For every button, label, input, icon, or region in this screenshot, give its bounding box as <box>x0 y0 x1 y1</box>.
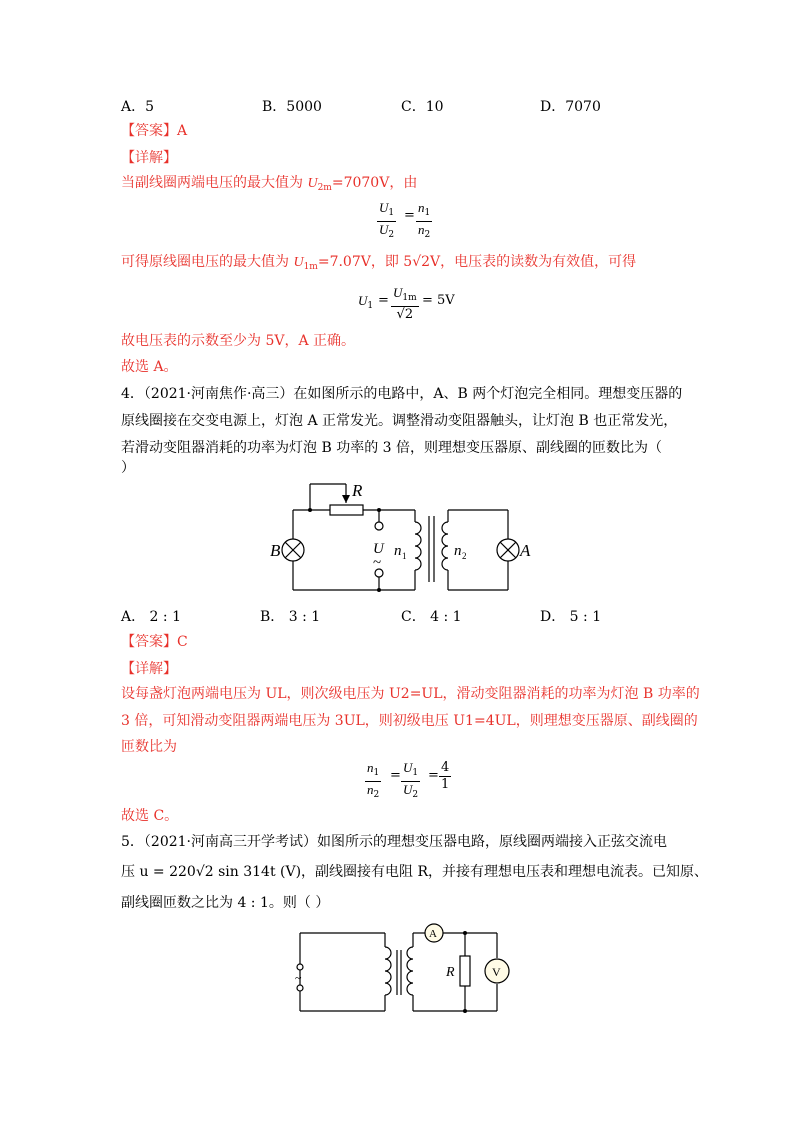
q3-option-a: A．5 <box>121 99 155 115</box>
q4-circuit-label-r: R <box>352 481 363 500</box>
q4-ratio-equals-1: = <box>390 768 401 783</box>
q5-stem-line1: 5．（2021·河南高三开学考试）如图所示的理想变压器电路，原线圈两端接入正弦交流电 <box>121 834 667 850</box>
q4-detail-line3: 匝数比为 <box>121 739 177 755</box>
q5-circuit-voltmeter-label: V <box>492 965 501 979</box>
q4-detail-label: 【详解】 <box>121 661 177 677</box>
q4-circuit-label-b: B <box>270 541 281 560</box>
q4-circuit-label-tilde: ~ <box>373 555 382 571</box>
q4-option-c: C． 4 : 1 <box>401 609 462 625</box>
q4-stem-line1: 4．（2021·河南焦作·高三）在如图所示的电路中，A、B 两个灯泡完全相同。理想变压器的 <box>121 386 683 402</box>
q3-ratio-left: $\frac{U_1}{U_2}$ <box>379 200 395 240</box>
q3-detail-line1: 当副线圈两端电压的最大值为 $U_{2m}=7070V$，由 <box>121 175 418 193</box>
q3-rms-equals: = <box>378 293 389 308</box>
q5-circuit-diagram <box>285 915 515 1025</box>
q4-option-d: D． 5 : 1 <box>540 609 602 625</box>
q4-option-b: B． 3 : 1 <box>260 609 321 625</box>
q4-circuit-label-n1-sub: 1 <box>402 551 407 561</box>
q3-detail-label: 【详解】 <box>121 150 177 166</box>
q4-circuit-label-u: U <box>373 541 384 557</box>
q3-rms-rhs: = 5V <box>422 293 455 308</box>
q4-circuit-label-n2: n <box>454 543 462 559</box>
q3-option-d: D．7070 <box>540 99 601 115</box>
q3-detail-line4: 故选 A。 <box>121 359 178 375</box>
q4-stem-line2: 原线圈接在交变电源上，灯泡 A 正常发光。调整滑动变阻器触头，让灯泡 B 也正常发光， <box>121 413 678 429</box>
q4-circuit-label-a: A <box>520 541 531 560</box>
q5-circuit-ammeter-label: A <box>429 928 437 940</box>
q4-option-a: A． 2 : 1 <box>121 609 181 625</box>
q5-circuit-source-tilde: ~ <box>295 971 302 985</box>
q5-stem-line2: 压 u = 220√2 sin 314t (V)，副线圈接有电阻 R，并接有理想电压表和理想电流表。已知原、 <box>121 864 709 880</box>
q5-circuit-resistor-label: R <box>446 965 455 980</box>
q4-detail-line1: 设每盏灯泡两端电压为 UL，则次级电压为 U2=UL，滑动变阻器消耗的功率为灯泡 B 功率的 <box>121 686 700 702</box>
q3-detail-line3: 故电压表的示数至少为 5V，A 正确。 <box>121 333 356 349</box>
q3-option-c: C．10 <box>401 99 444 115</box>
q3-detail-line2: 可得原线圈电压的最大值为 $U_{1m}=7.07V$，即 5√2V，电压表的读数为有效值，可得 <box>121 254 637 272</box>
q4-circuit-label-n2-sub: 2 <box>462 551 467 561</box>
q4-stem-line3: 若滑动变阻器消耗的功率为灯泡 B 功率的 3 倍，则理想变压器原、副线圈的匝数比为（ <box>121 440 662 456</box>
q3-rms-lhs: $U_1$ <box>358 293 374 311</box>
q4-answer: 【答案】C <box>121 634 188 650</box>
q3-answer: 【答案】A <box>121 123 188 139</box>
q4-detail-line2: 3 倍，可知滑动变阻器两端电压为 3UL，则初级电压 U1=4UL，则理想变压器原、副线圈的 <box>121 713 698 729</box>
q4-conclusion: 故选 C。 <box>121 808 179 824</box>
q3-rms-fraction: $\frac{U_{1m}}{√2}$ <box>393 285 417 322</box>
q4-ratio-value: $\frac{4}{1}$ <box>441 760 450 792</box>
q4-ratio-equals-2: = <box>428 768 439 783</box>
q5-stem-line3: 副线圈匝数之比为 4 : 1。则（ ） <box>121 895 330 911</box>
q3-ratio-equals: = <box>404 208 415 223</box>
q3-ratio-right: $\frac{n_1}{n_2}$ <box>418 200 431 240</box>
q4-circuit-label-n1: n <box>394 543 402 559</box>
q4-ratio-u: $\frac{U_1}{U_2}$ <box>403 760 419 800</box>
q3-option-b: B．5000 <box>262 99 322 115</box>
q4-ratio-n: $\frac{n_1}{n_2}$ <box>367 760 380 800</box>
q4-stem-line4: ） <box>121 460 135 476</box>
q4-circuit-diagram <box>260 478 550 598</box>
